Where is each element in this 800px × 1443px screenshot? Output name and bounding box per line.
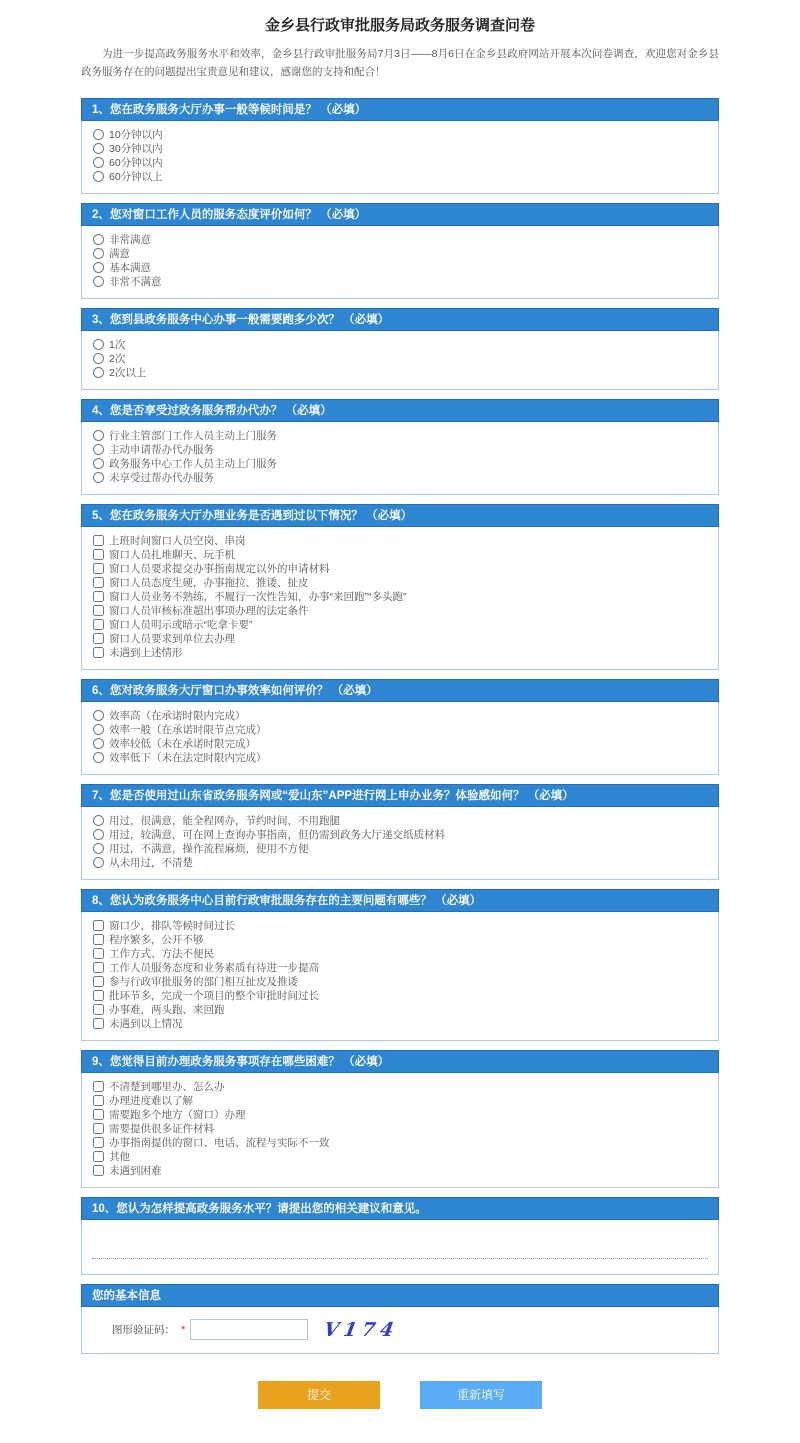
suggestion-input[interactable] bbox=[92, 1241, 708, 1259]
question-header: 1、您在政务服务大厅办事一般等候时间是？ （必填） bbox=[81, 98, 719, 121]
option-row[interactable] bbox=[92, 933, 708, 947]
option-row[interactable] bbox=[92, 828, 708, 842]
question-body bbox=[81, 527, 719, 670]
option-label: 办理进度难以了解 bbox=[109, 1094, 193, 1107]
option-label: 办事难，两头跑、来回跑 bbox=[109, 1003, 225, 1016]
radio-input[interactable] bbox=[93, 472, 104, 483]
option-label: 需要提供很多证件材料 bbox=[109, 1122, 214, 1135]
option-row[interactable] bbox=[92, 646, 708, 660]
option-label: 10分钟以内 bbox=[109, 128, 163, 141]
checkbox-input[interactable] bbox=[93, 1165, 104, 1176]
question-header: 6、您对政务服务大厅窗口办事效率如何评价？ （必填） bbox=[81, 679, 719, 702]
question-header: 9、您觉得目前办理政务服务事项存在哪些困难？ （必填） bbox=[81, 1050, 719, 1073]
option-row[interactable] bbox=[92, 590, 708, 604]
option-label: 未遇到困难 bbox=[109, 1164, 162, 1177]
option-label: 1次 bbox=[109, 338, 126, 351]
option-label: 60分钟以内 bbox=[109, 156, 163, 169]
option-label: 满意 bbox=[109, 247, 130, 260]
radio-input[interactable] bbox=[93, 857, 104, 868]
radio-input[interactable] bbox=[93, 458, 104, 469]
option-label: 上班时间窗口人员空岗、串岗 bbox=[109, 534, 246, 547]
option-row[interactable] bbox=[92, 737, 708, 751]
question-body bbox=[81, 422, 719, 495]
question-body bbox=[81, 912, 719, 1041]
option-label: 其他 bbox=[109, 1150, 130, 1163]
checkbox-input[interactable] bbox=[93, 934, 104, 945]
checkbox-input[interactable] bbox=[93, 990, 104, 1001]
option-row[interactable] bbox=[92, 604, 708, 618]
radio-input[interactable] bbox=[93, 171, 104, 182]
question-body bbox=[81, 1220, 719, 1275]
option-label: 窗口人员业务不熟练，不履行一次性告知，办事“来回跑”“多头跑” bbox=[109, 590, 407, 603]
option-label: 窗口人员明示或暗示“吃拿卡要” bbox=[109, 618, 253, 631]
option-label: 窗口人员态度生硬，办事拖拉、推诿、扯皮 bbox=[109, 576, 309, 589]
option-row[interactable] bbox=[92, 814, 708, 828]
option-label: 程序繁多，公开不够 bbox=[109, 933, 204, 946]
option-row[interactable] bbox=[92, 947, 708, 961]
question-header: 10、您认为怎样提高政务服务水平？请提出您的相关建议和意见。 bbox=[81, 1197, 719, 1220]
option-label: 用过，很满意，能全程网办，节约时间，不用跑腿 bbox=[109, 814, 340, 827]
option-label: 2次以上 bbox=[109, 366, 147, 379]
checkbox-input[interactable] bbox=[93, 1004, 104, 1015]
radio-input[interactable] bbox=[93, 738, 104, 749]
option-row[interactable] bbox=[92, 534, 708, 548]
option-label: 工作方式、方法不便民 bbox=[109, 947, 214, 960]
option-row[interactable] bbox=[92, 366, 708, 380]
question-header: 3、您到县政务服务中心办事一般需要跑多少次？ （必填） bbox=[81, 308, 719, 331]
radio-input[interactable] bbox=[93, 752, 104, 763]
option-row[interactable] bbox=[92, 1017, 708, 1031]
option-row[interactable] bbox=[92, 709, 708, 723]
question-section bbox=[81, 889, 719, 1041]
radio-input[interactable] bbox=[93, 710, 104, 721]
radio-input[interactable] bbox=[93, 353, 104, 364]
radio-input[interactable] bbox=[93, 143, 104, 154]
option-row[interactable] bbox=[92, 856, 708, 870]
questions-container bbox=[81, 98, 719, 1275]
option-row[interactable] bbox=[92, 338, 708, 352]
submit-button[interactable]: 提交 bbox=[258, 1381, 380, 1409]
radio-input[interactable] bbox=[93, 724, 104, 735]
option-row[interactable] bbox=[92, 352, 708, 366]
checkbox-input[interactable] bbox=[93, 605, 104, 616]
option-label: 效率较低（未在承诺时限完成） bbox=[109, 737, 256, 750]
checkbox-input[interactable] bbox=[93, 535, 104, 546]
option-row[interactable] bbox=[92, 723, 708, 737]
option-row[interactable] bbox=[92, 989, 708, 1003]
option-label: 用过，不满意，操作流程麻烦，使用不方便 bbox=[109, 842, 309, 855]
option-row[interactable] bbox=[92, 1164, 708, 1178]
option-label: 60分钟以上 bbox=[109, 170, 163, 183]
radio-input[interactable] bbox=[93, 129, 104, 140]
option-label: 办事指南提供的窗口、电话、流程与实际不一致 bbox=[109, 1136, 330, 1149]
radio-input[interactable] bbox=[93, 367, 104, 378]
question-section bbox=[81, 1050, 719, 1188]
option-row[interactable] bbox=[92, 170, 708, 184]
option-label: 效率高（在承诺时限内完成） bbox=[109, 709, 246, 722]
option-row[interactable] bbox=[92, 1150, 708, 1164]
captcha-label: 图形验证码： bbox=[112, 1324, 175, 1337]
question-section bbox=[81, 1197, 719, 1275]
option-label: 窗口人员审核标准超出事项办理的法定条件 bbox=[109, 604, 309, 617]
question-header: 2、您对窗口工作人员的服务态度评价如何？ （必填） bbox=[81, 203, 719, 226]
question-section bbox=[81, 308, 719, 390]
checkbox-input[interactable] bbox=[93, 1095, 104, 1106]
option-row[interactable] bbox=[92, 975, 708, 989]
radio-input[interactable] bbox=[93, 157, 104, 168]
checkbox-input[interactable] bbox=[93, 948, 104, 959]
checkbox-input[interactable] bbox=[93, 1123, 104, 1134]
option-label: 窗口人员要求提交办事指南规定以外的申请材料 bbox=[109, 562, 330, 575]
basic-info-body bbox=[81, 1307, 719, 1354]
option-label: 未遇到上述情形 bbox=[109, 646, 183, 659]
radio-input[interactable] bbox=[93, 444, 104, 455]
option-label: 非常满意 bbox=[109, 233, 151, 246]
option-row[interactable] bbox=[92, 1122, 708, 1136]
option-row[interactable] bbox=[92, 457, 708, 471]
option-label: 未遇到以上情况 bbox=[109, 1017, 183, 1030]
question-body bbox=[81, 807, 719, 880]
option-label: 从未用过，不清楚 bbox=[109, 856, 193, 869]
option-row[interactable] bbox=[92, 429, 708, 443]
checkbox-input[interactable] bbox=[93, 577, 104, 588]
option-label: 主动申请帮办代办服务 bbox=[109, 443, 214, 456]
question-section bbox=[81, 203, 719, 299]
option-label: 行业主管部门工作人员主动上门服务 bbox=[109, 429, 277, 442]
reset-button[interactable]: 重新填写 bbox=[420, 1381, 542, 1409]
checkbox-input[interactable] bbox=[93, 976, 104, 987]
option-row[interactable] bbox=[92, 632, 708, 646]
required-asterisk: * bbox=[181, 1323, 186, 1336]
option-row[interactable] bbox=[92, 261, 708, 275]
option-label: 需要跑多个地方（窗口）办理 bbox=[109, 1108, 246, 1121]
question-header: 4、您是否享受过政务服务帮办代办？ （必填） bbox=[81, 399, 719, 422]
option-row[interactable] bbox=[92, 128, 708, 142]
option-row[interactable] bbox=[92, 562, 708, 576]
radio-input[interactable] bbox=[93, 430, 104, 441]
checkbox-input[interactable] bbox=[93, 563, 104, 574]
question-section bbox=[81, 504, 719, 670]
checkbox-input[interactable] bbox=[93, 1081, 104, 1092]
option-row[interactable] bbox=[92, 275, 708, 289]
question-body bbox=[81, 331, 719, 390]
option-label: 效率一般（在承诺时限节点完成） bbox=[109, 723, 267, 736]
checkbox-input[interactable] bbox=[93, 549, 104, 560]
option-label: 非常不满意 bbox=[109, 275, 162, 288]
option-label: 窗口少，排队等候时间过长 bbox=[109, 919, 235, 932]
option-label: 效率低下（未在法定时限内完成） bbox=[109, 751, 267, 764]
option-row[interactable] bbox=[92, 1094, 708, 1108]
option-row[interactable] bbox=[92, 142, 708, 156]
option-row[interactable] bbox=[92, 1003, 708, 1017]
checkbox-input[interactable] bbox=[93, 1109, 104, 1120]
question-header: 8、您认为政务服务中心目前行政审批服务存在的主要问题有哪些？ （必填） bbox=[81, 889, 719, 912]
captcha-input[interactable] bbox=[190, 1319, 308, 1340]
option-row[interactable] bbox=[92, 576, 708, 590]
checkbox-input[interactable] bbox=[93, 962, 104, 973]
radio-input[interactable] bbox=[93, 843, 104, 854]
button-row bbox=[81, 1381, 719, 1409]
question-body bbox=[81, 226, 719, 299]
intro-paragraph: 为进一步提高政务服务水平和效率，金乡县行政审批服务局7月3日——8月6日在金乡县政府网站开展本次问卷调查，欢迎您对金乡县政务服务存在的问题提出宝贵意见和建议，感谢您的支持和配合！ bbox=[81, 48, 719, 79]
option-label: 用过，较满意，可在网上查询办事指南，但仍需到政务大厅递交纸质材料 bbox=[109, 828, 445, 841]
option-row[interactable] bbox=[92, 471, 708, 485]
option-label: 2次 bbox=[109, 352, 126, 365]
option-label: 参与行政审批服务的部门相互扯皮及推诿 bbox=[109, 975, 298, 988]
option-label: 基本满意 bbox=[109, 261, 151, 274]
question-section bbox=[81, 784, 719, 880]
option-row[interactable] bbox=[92, 842, 708, 856]
radio-input[interactable] bbox=[93, 248, 104, 259]
option-row[interactable] bbox=[92, 1080, 708, 1094]
option-row[interactable] bbox=[92, 618, 708, 632]
option-row[interactable] bbox=[92, 233, 708, 247]
checkbox-input[interactable] bbox=[93, 920, 104, 931]
radio-input[interactable] bbox=[93, 262, 104, 273]
question-body bbox=[81, 702, 719, 775]
checkbox-input[interactable] bbox=[93, 647, 104, 658]
checkbox-input[interactable] bbox=[93, 619, 104, 630]
option-label: 窗口人员扎堆聊天、玩手机 bbox=[109, 548, 235, 561]
option-label: 批环节多，完成一个项目的整个审批时间过长 bbox=[109, 989, 319, 1002]
question-header: 7、您是否使用过山东省政务服务网或“爱山东”APP进行网上申办业务？体验感如何？ （必填） bbox=[81, 784, 719, 807]
survey-page bbox=[81, 0, 719, 1409]
radio-input[interactable] bbox=[93, 815, 104, 826]
checkbox-input[interactable] bbox=[93, 633, 104, 644]
radio-input[interactable] bbox=[93, 234, 104, 245]
basic-info-header: 您的基本信息 bbox=[81, 1284, 719, 1307]
option-label: 窗口人员要求到单位去办理 bbox=[109, 632, 235, 645]
option-label: 工作人员服务态度和业务素质有待进一步提高 bbox=[109, 961, 319, 974]
question-body bbox=[81, 121, 719, 194]
option-row[interactable] bbox=[92, 443, 708, 457]
checkbox-input[interactable] bbox=[93, 1018, 104, 1029]
page-title: 金乡县行政审批服务局政务服务调查问卷 bbox=[264, 17, 535, 34]
option-row[interactable] bbox=[92, 548, 708, 562]
question-body bbox=[81, 1073, 719, 1188]
question-header: 5、您在政务服务大厅办理业务是否遇到过以下情况？ （必填） bbox=[81, 504, 719, 527]
checkbox-input[interactable] bbox=[93, 1151, 104, 1162]
option-label: 未享受过帮办代办服务 bbox=[109, 471, 214, 484]
question-section bbox=[81, 679, 719, 775]
option-row[interactable] bbox=[92, 1108, 708, 1122]
radio-input[interactable] bbox=[93, 339, 104, 350]
radio-input[interactable] bbox=[93, 276, 104, 287]
option-row[interactable] bbox=[92, 247, 708, 261]
question-section bbox=[81, 98, 719, 194]
option-row[interactable] bbox=[92, 961, 708, 975]
basic-info-section bbox=[81, 1284, 719, 1354]
option-label: 不清楚到哪里办、怎么办 bbox=[109, 1080, 225, 1093]
option-row[interactable] bbox=[92, 919, 708, 933]
option-row[interactable] bbox=[92, 156, 708, 170]
checkbox-input[interactable] bbox=[93, 591, 104, 602]
option-label: 30分钟以内 bbox=[109, 142, 163, 155]
option-row[interactable] bbox=[92, 751, 708, 765]
option-row[interactable] bbox=[92, 1136, 708, 1150]
checkbox-input[interactable] bbox=[93, 1137, 104, 1148]
captcha-image[interactable]: V174 bbox=[322, 1318, 401, 1341]
question-section bbox=[81, 399, 719, 495]
option-label: 政务服务中心工作人员主动上门服务 bbox=[109, 457, 277, 470]
radio-input[interactable] bbox=[93, 829, 104, 840]
